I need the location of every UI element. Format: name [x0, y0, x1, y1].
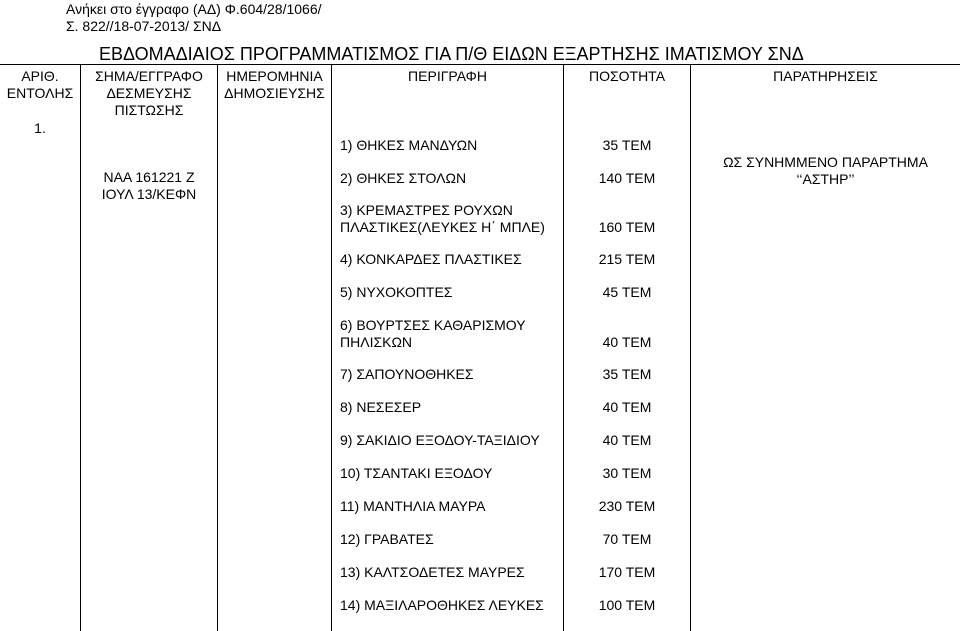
- document-title: ΕΒΔΟΜΑΔΙΑΙΟΣ ΠΡΟΓΡΑΜΜΑΤΙΣΜΟΣ ΓΙΑ Π/Θ ΕΙΔΩΝ ΕΞΑΡΤΗΣΗΣ ΙΜΑΤΙΣΜΟΥ ΣΝΔ: [99, 44, 804, 64]
- item-description: 10) ΤΣΑΝΤΑΚΙ ΕΞΟΔΟΥ: [340, 465, 493, 481]
- header-note-line2: Σ. 822//18-07-2013/ ΣΝΔ: [66, 18, 222, 34]
- item-quantity: 45 ΤΕΜ: [602, 284, 652, 300]
- column-header-quantity: ΠΟΣΟΤΗΤΑ: [588, 68, 666, 84]
- remarks-text: ΩΣ ΣΥΝΗΜΜΕΝΟ ΠΑΡΑΡΤΗΜΑ ‘‘ΑΣΤΗΡ’’: [723, 154, 928, 187]
- item-quantity: 230 ΤΕΜ: [598, 498, 656, 514]
- item-description: 12) ΓΡΑΒΑΤΕΣ: [340, 531, 434, 547]
- column-header-document: ΣΗΜΑ/ΕΓΓΡΑΦΟ ΔΕΣΜΕΥΣΗΣ ΠΙΣΤΩΣΗΣ: [95, 68, 203, 118]
- item-quantity: 35 ΤΕΜ: [602, 137, 652, 153]
- item-quantity: 40 ΤΕΜ: [602, 432, 652, 448]
- item-quantity: 160 ΤΕΜ: [598, 219, 656, 235]
- column-divider: [331, 64, 332, 631]
- item-quantity: 40 ΤΕΜ: [602, 399, 652, 415]
- column-divider: [217, 64, 218, 631]
- item-quantity: 30 ΤΕΜ: [602, 465, 652, 481]
- item-quantity: 70 ΤΕΜ: [602, 531, 652, 547]
- item-description: 1) ΘΗΚΕΣ ΜΑΝΔΥΩΝ: [340, 137, 478, 153]
- item-quantity: 140 ΤΕΜ: [598, 170, 656, 186]
- column-header-remarks: ΠΑΡΑΤΗΡΗΣΕΙΣ: [773, 68, 878, 84]
- row-number: 1.: [34, 120, 46, 136]
- document-reference: ΝΑΑ 161221 Ζ ΙΟΥΛ 13/ΚΕΦΝ: [101, 169, 197, 202]
- item-quantity: 170 ΤΕΜ: [598, 564, 656, 580]
- item-quantity: 35 ΤΕΜ: [602, 366, 652, 382]
- item-quantity: 215 ΤΕΜ: [598, 251, 656, 267]
- table-top-border: [0, 64, 960, 65]
- header-note-line1: Ανήκει στο έγγραφο (ΑΔ) Φ.604/28/1066/: [66, 1, 322, 17]
- item-description: 14) ΜΑΞΙΛΑΡΟΘΗΚΕΣ ΛΕΥΚΕΣ: [340, 597, 544, 613]
- item-description: 13) ΚΑΛΤΣΟΔΕΤΕΣ ΜΑΥΡΕΣ: [340, 564, 525, 580]
- item-description: 9) ΣΑΚΙΔΙΟ ΕΞΟΔΟΥ-ΤΑΞΙΔΙΟΥ: [340, 432, 540, 448]
- item-quantity: 40 ΤΕΜ: [602, 334, 652, 350]
- column-divider: [690, 64, 691, 631]
- item-description: 7) ΣΑΠΟΥΝΟΘΗΚΕΣ: [340, 366, 474, 382]
- item-description: 6) ΒΟΥΡΤΣΕΣ ΚΑΘΑΡΙΣΜΟΥ ΠΗΛΙΣΚΩΝ: [340, 317, 526, 350]
- item-description: 3) ΚΡΕΜΑΣΤΡΕΣ ΡΟΥΧΩΝ ΠΛΑΣΤΙΚΕΣ(ΛΕΥΚΕΣ Η΄ ΜΠΛΕ): [340, 202, 545, 235]
- item-description: 2) ΘΗΚΕΣ ΣΤΟΛΩΝ: [340, 170, 467, 186]
- item-description: 8) ΝΕΣΕΣΕΡ: [340, 399, 422, 415]
- column-header-order-no: ΑΡΙΘ. ΕΝΤΟΛΗΣ: [6, 68, 74, 101]
- column-header-description: ΠΕΡΙΓΡΑΦΗ: [408, 68, 487, 84]
- column-header-date: ΗΜΕΡΟΜΗΝΙΑ ΔΗΜΟΣΙΕΥΣΗΣ: [224, 68, 325, 101]
- item-description: 5) ΝΥΧΟΚΟΠΤΕΣ: [340, 284, 453, 300]
- item-description: 4) ΚΟΝΚΑΡΔΕΣ ΠΛΑΣΤΙΚΕΣ: [340, 251, 522, 267]
- item-quantity: 100 ΤΕΜ: [598, 597, 656, 613]
- item-description: 11) ΜΑΝΤΗΛΙΑ ΜΑΥΡΑ: [340, 498, 486, 514]
- column-divider: [80, 64, 81, 631]
